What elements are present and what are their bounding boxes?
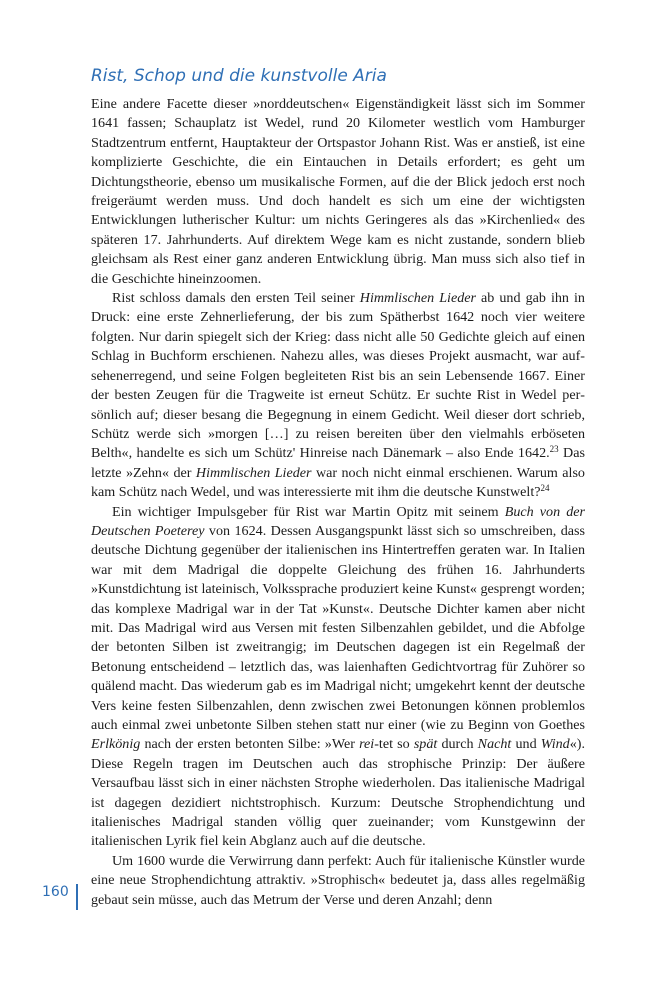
paragraph (91, 503, 585, 852)
page-number-rule (76, 884, 78, 910)
body-text (91, 95, 585, 910)
paragraph (91, 852, 585, 910)
text-run: und (511, 736, 541, 753)
italic-run: Buch von der Deutschen Poeterey (91, 503, 585, 539)
text-run: «). Diese Regeln tragen im Deutschen auch das strophische Prinzip: Der äußere Versaufbau lässt sich in einer nächsten Strophe wiederholen. Das italienische Madrigal ist dagegen dezidiert nichtstrophisch. Kurzum: Deutsche Strophendichtung und italienisches Madrigal standen völlig quer zueinander; vom Kunstgewinn der italienischen Lyrik fiel kein Abglanz auch auf die deutsche. (91, 736, 585, 850)
text-run: war noch nicht einmal erschienen. Warum also kam Schütz nach Wedel, und was interessierte mit ihm die deutsche Kunstwelt? (91, 464, 585, 501)
italic-run: rei (359, 736, 375, 753)
footnote-ref: 24 (540, 483, 550, 494)
text-run: Ein wichtiger Impulsgeber für Rist war Martin Opitz mit seinem (112, 503, 505, 520)
text-run: -tet so (374, 736, 414, 753)
page-number: 160 (42, 884, 69, 900)
italic-run: Himmlischen Lieder (359, 290, 476, 307)
section-heading: Rist, Schop und die kunstvolle Aria (91, 66, 387, 86)
text-run: Eine andere Facette dieser »norddeutschen« Eigenständigkeit lässt sich im Sommer 1641 fassen; Schauplatz ist Wedel, rund 20 Kilometer westlich vom Hamburger Stadtzentrum entfernt, Hauptakteur der Ortspastor Johann Rist. Was er anstieß, ist eine komplizierte Geschichte, die ein Eintauchen in Details erfordert; es geht um Dichtungstheorie, ebenso um musikalische Formen, auf die der Blick jedoch erst noch freigeräumt werden muss. Und doch handelt es sich um eine der wichtigsten Entwicklungen lutherischer Kultur: um nichts Geringeres als das »Kirchenlied« des späteren 17. Jahrhunderts. Auf direktem Wege kam es nicht zustande, sondern blieb gleichsam als Rest einer ganz anderen Entwicklung übrig. Man muss sich also tief in die Geschichte hineinzoomen. (91, 96, 585, 287)
italic-run: Wind (540, 736, 570, 753)
text-run: nach der ersten betonten Silbe: »Wer (140, 736, 360, 753)
paragraph (91, 95, 585, 289)
text-run: Rist schloss damals den ersten Teil seiner (112, 290, 360, 307)
italic-run: Himmlischen Lieder (195, 464, 312, 481)
text-run: durch (437, 736, 478, 753)
text-run: Das letzte »Zehn« der (91, 445, 585, 481)
italic-run: Nacht (477, 736, 512, 753)
text-run: von 1624. Dessen Ausgangspunkt lässt sich so umschreiben, dass deutsche Dichtung gegenüber der italienischen ins Hintertreffen geraten war. In Italien war mit dem Madrigal die doppelte Gleichung des frühen 16. Jahrhunderts »Kunstdichtung ist lateinisch, Volkssprache produziert keine Kunst« gesprengt worden; das komplexe Madrigal war in der Tat »Kunst«. Deutsche Dichter kamen aber nicht mit. Das Madrigal wird aus Versen mit festen Silbenzahlen gebildet, und die Abfolge der betonten Silben ist zweitrangig; im Deutschen dagegen ist ein Regelmaß der Betonung entscheidend – letztlich das, was laienhaften Gedichtvortrag für Zuhörer so quälend macht. Das wiederum gab es im Madrigal nicht; umgekehrt kennt der deutsche Vers keine festen Silbenzahlen, denn zwischen zwei Betonungen können problemlos auch einmal zwei unbetonte Silben stehen statt nur einer (wie zu Beginn von Goethes (91, 522, 585, 733)
paragraph (91, 289, 585, 502)
italic-run: spät (413, 736, 438, 753)
footnote-ref: 23 (549, 444, 559, 455)
text-run: Um 1600 wurde die Verwirrung dann perfekt: Auch für italienische Künstler wurde eine neue Strophendichtung attraktiv. »Strophisch« bedeutet ja, dass alles regelmäßig gebaut sein müsse, auch das Metrum der Verse und deren Anzahl; denn (91, 852, 585, 908)
text-run: ab und gab ihn in Druck: eine erste Zehnerlieferung, der bis zum Spätherbst 1642 noch vier weitere folgten. Nur darin spiegelt sich der Krieg: dass nicht alle 50 Gedichte gleich auf einen Schlag in Buchform erschienen. Nahezu alles, was dieses Projekt ausmacht, war aufsehenerregend, und seine Folgen begleiteten Rist bis an sein Lebensende 1667. Einer der besten Zeugen für die Tragweite ist erneut Schütz. Er suchte Rist in Wedel persönlich auf; dieser besang die Begegnung in einem Gedicht. Weil dieser dort schrieb, Schütz werde sich »morgen […] zu reisen bereiten über den vielmahls erböseten Belth«, handelte es sich um Schütz' Hinreise nach Dänemark – also Ende 1642. (91, 290, 585, 462)
italic-run: Erlkönig (91, 736, 141, 753)
